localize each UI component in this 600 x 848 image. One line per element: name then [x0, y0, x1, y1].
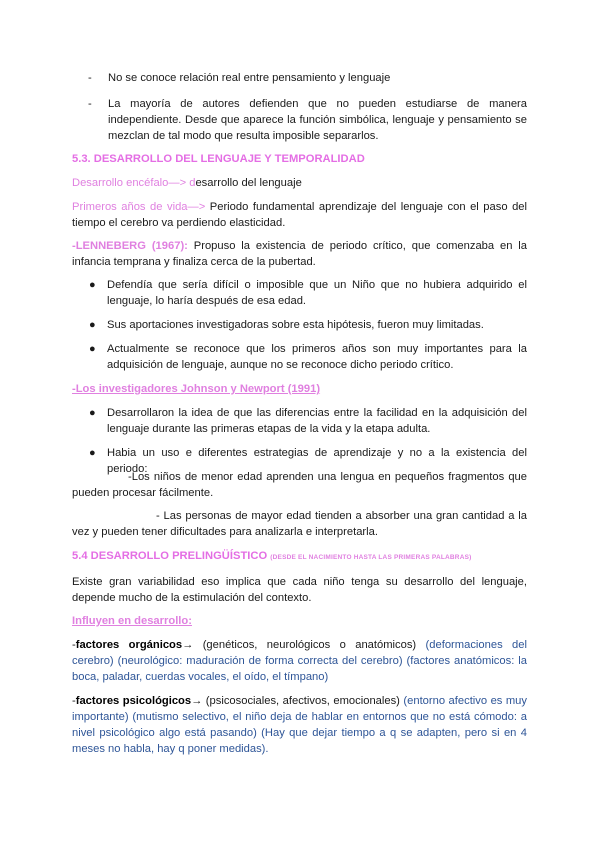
influyen-label: Influyen en desarrollo: [72, 615, 192, 627]
organicos-term: factores orgánicos [75, 639, 183, 651]
section-heading-5-3: 5.3. DESARROLLO DEL LENGUAJE Y TEMPORALIDAD [72, 153, 365, 165]
bullet-text: Desarrollaron la idea de que las diferencias entre la facilidad en la adquisición del lenguaje durante las primeras etapas de la vida y la etapa adulta. [107, 407, 527, 435]
dash-item [88, 70, 527, 86]
dash-mark: - [88, 98, 92, 110]
desarrollo-encefalo-text: esarrollo del lenguaje [195, 177, 302, 189]
bullet-mark: ● [89, 407, 96, 419]
section-heading-5-4-note: (DESDE EL NACIMIENTO HASTA LAS PRIMERAS PALABRAS) [270, 554, 472, 561]
list-item [89, 317, 527, 333]
johnson-note-adults: - Las personas de mayor edad tienden a absorber una gran cantidad a la vez y pueden tener dificultades para analizarla e interpretarla. [72, 510, 527, 538]
section-heading-5-4 [72, 548, 527, 566]
desarrollo-encefalo-line [72, 175, 527, 191]
bullet-text: Defendía que sería difícil o imposible que un Niño que no hubiera adquirido el lenguaje, lo haría después de esa edad. [107, 279, 527, 307]
list-item [89, 341, 527, 373]
list-item [89, 405, 527, 437]
lenneberg-paragraph [72, 238, 527, 270]
bullet-text: Habia un uso e diferentes estrategias de aprendizaje y no a la existencia del periodo: [107, 447, 527, 475]
johnson-newport-heading [72, 381, 527, 397]
psicologicos-prefix: - [72, 695, 76, 707]
organicos-plain: (genéticos, neurológicos o anatómicos) [202, 639, 417, 651]
psicologicos-term: factores psicológicos [75, 695, 192, 707]
factores-psicologicos-paragraph [72, 693, 527, 757]
organicos-notes: (deformaciones del cerebro) (neurológico: maduración de forma correcta del cerebro) (factores anatómicos: la boca, paladar, cuerdas vocales, el oído, el tímpano) [72, 639, 527, 683]
primeros-anos-paragraph [72, 199, 527, 231]
organicos-prefix: - [72, 639, 76, 651]
johnson-note-young: -Los niños de menor edad aprenden una lengua en pequeños fragmentos que pueden procesar fácilmente. [72, 471, 527, 499]
bullet-mark: ● [89, 319, 96, 331]
desarrollo-encefalo-label: Desarrollo encéfalo—> d [72, 177, 196, 189]
lenneberg-label: -LENNEBERG (1967): [72, 240, 188, 252]
variabilidad-paragraph: Existe gran variabilidad eso implica que cada niño tenga su desarrollo del lenguaje, depende mucho de la estimulación del contexto. [72, 576, 527, 604]
psicologicos-plain: (psicosociales, afectivos, emocionales) [205, 695, 400, 707]
influyen-heading [72, 613, 527, 629]
bullet-text: Sus aportaciones investigadoras sobre esta hipótesis, fueron muy limitadas. [107, 319, 484, 331]
bullet-mark: ● [89, 279, 96, 291]
johnson-newport-label: -Los investigadores Johnson y Newport (1991) [72, 383, 321, 395]
dash-mark: - [88, 72, 92, 84]
organicos-arrow: → [182, 639, 203, 651]
lenneberg-text: Propuso la existencia de periodo crítico, que comenzaba en la infancia temprana y finaliza cerca de la pubertad. [72, 240, 527, 268]
primeros-anos-label: Primeros años de vida—> [72, 201, 206, 213]
dash-item [88, 96, 527, 144]
primeros-anos-text: Periodo fundamental aprendizaje del lenguaje con el paso del tiempo el cerebro va perdiendo elasticidad. [72, 201, 528, 229]
psicologicos-notes: (entorno afectivo es muy importante) (mutismo selectivo, el niño deja de hablar en entornos que no está cómodo: a nivel psicológico algo está pasando) (Hay que dejar tiempo a q se adapten, pero si en 4 meses no habla, hay q poner medidas). [72, 695, 527, 755]
list-item [89, 277, 527, 309]
factores-organicos-paragraph [72, 637, 527, 685]
section-heading-5-4-title: 5.4 DESARROLLO PRELINGÜÍSTICO [72, 550, 268, 562]
dash-text: No se conoce relación real entre pensamiento y lenguaje [108, 72, 391, 84]
bullet-mark: ● [89, 343, 96, 355]
bullet-text: Actualmente se reconoce que los primeros años son muy importantes para la adquisición de lenguaje, aunque no se reconoce dicho periodo crítico. [107, 343, 527, 371]
bullet-mark: ● [89, 447, 96, 459]
psicologicos-arrow: → [191, 695, 206, 707]
dash-text: La mayoría de autores defienden que no pueden estudiarse de manera independiente. Desde que aparece la función simbólica, lenguaje y pensamiento se mezclan de tal modo que resulta imposible separarlos. [108, 98, 527, 142]
